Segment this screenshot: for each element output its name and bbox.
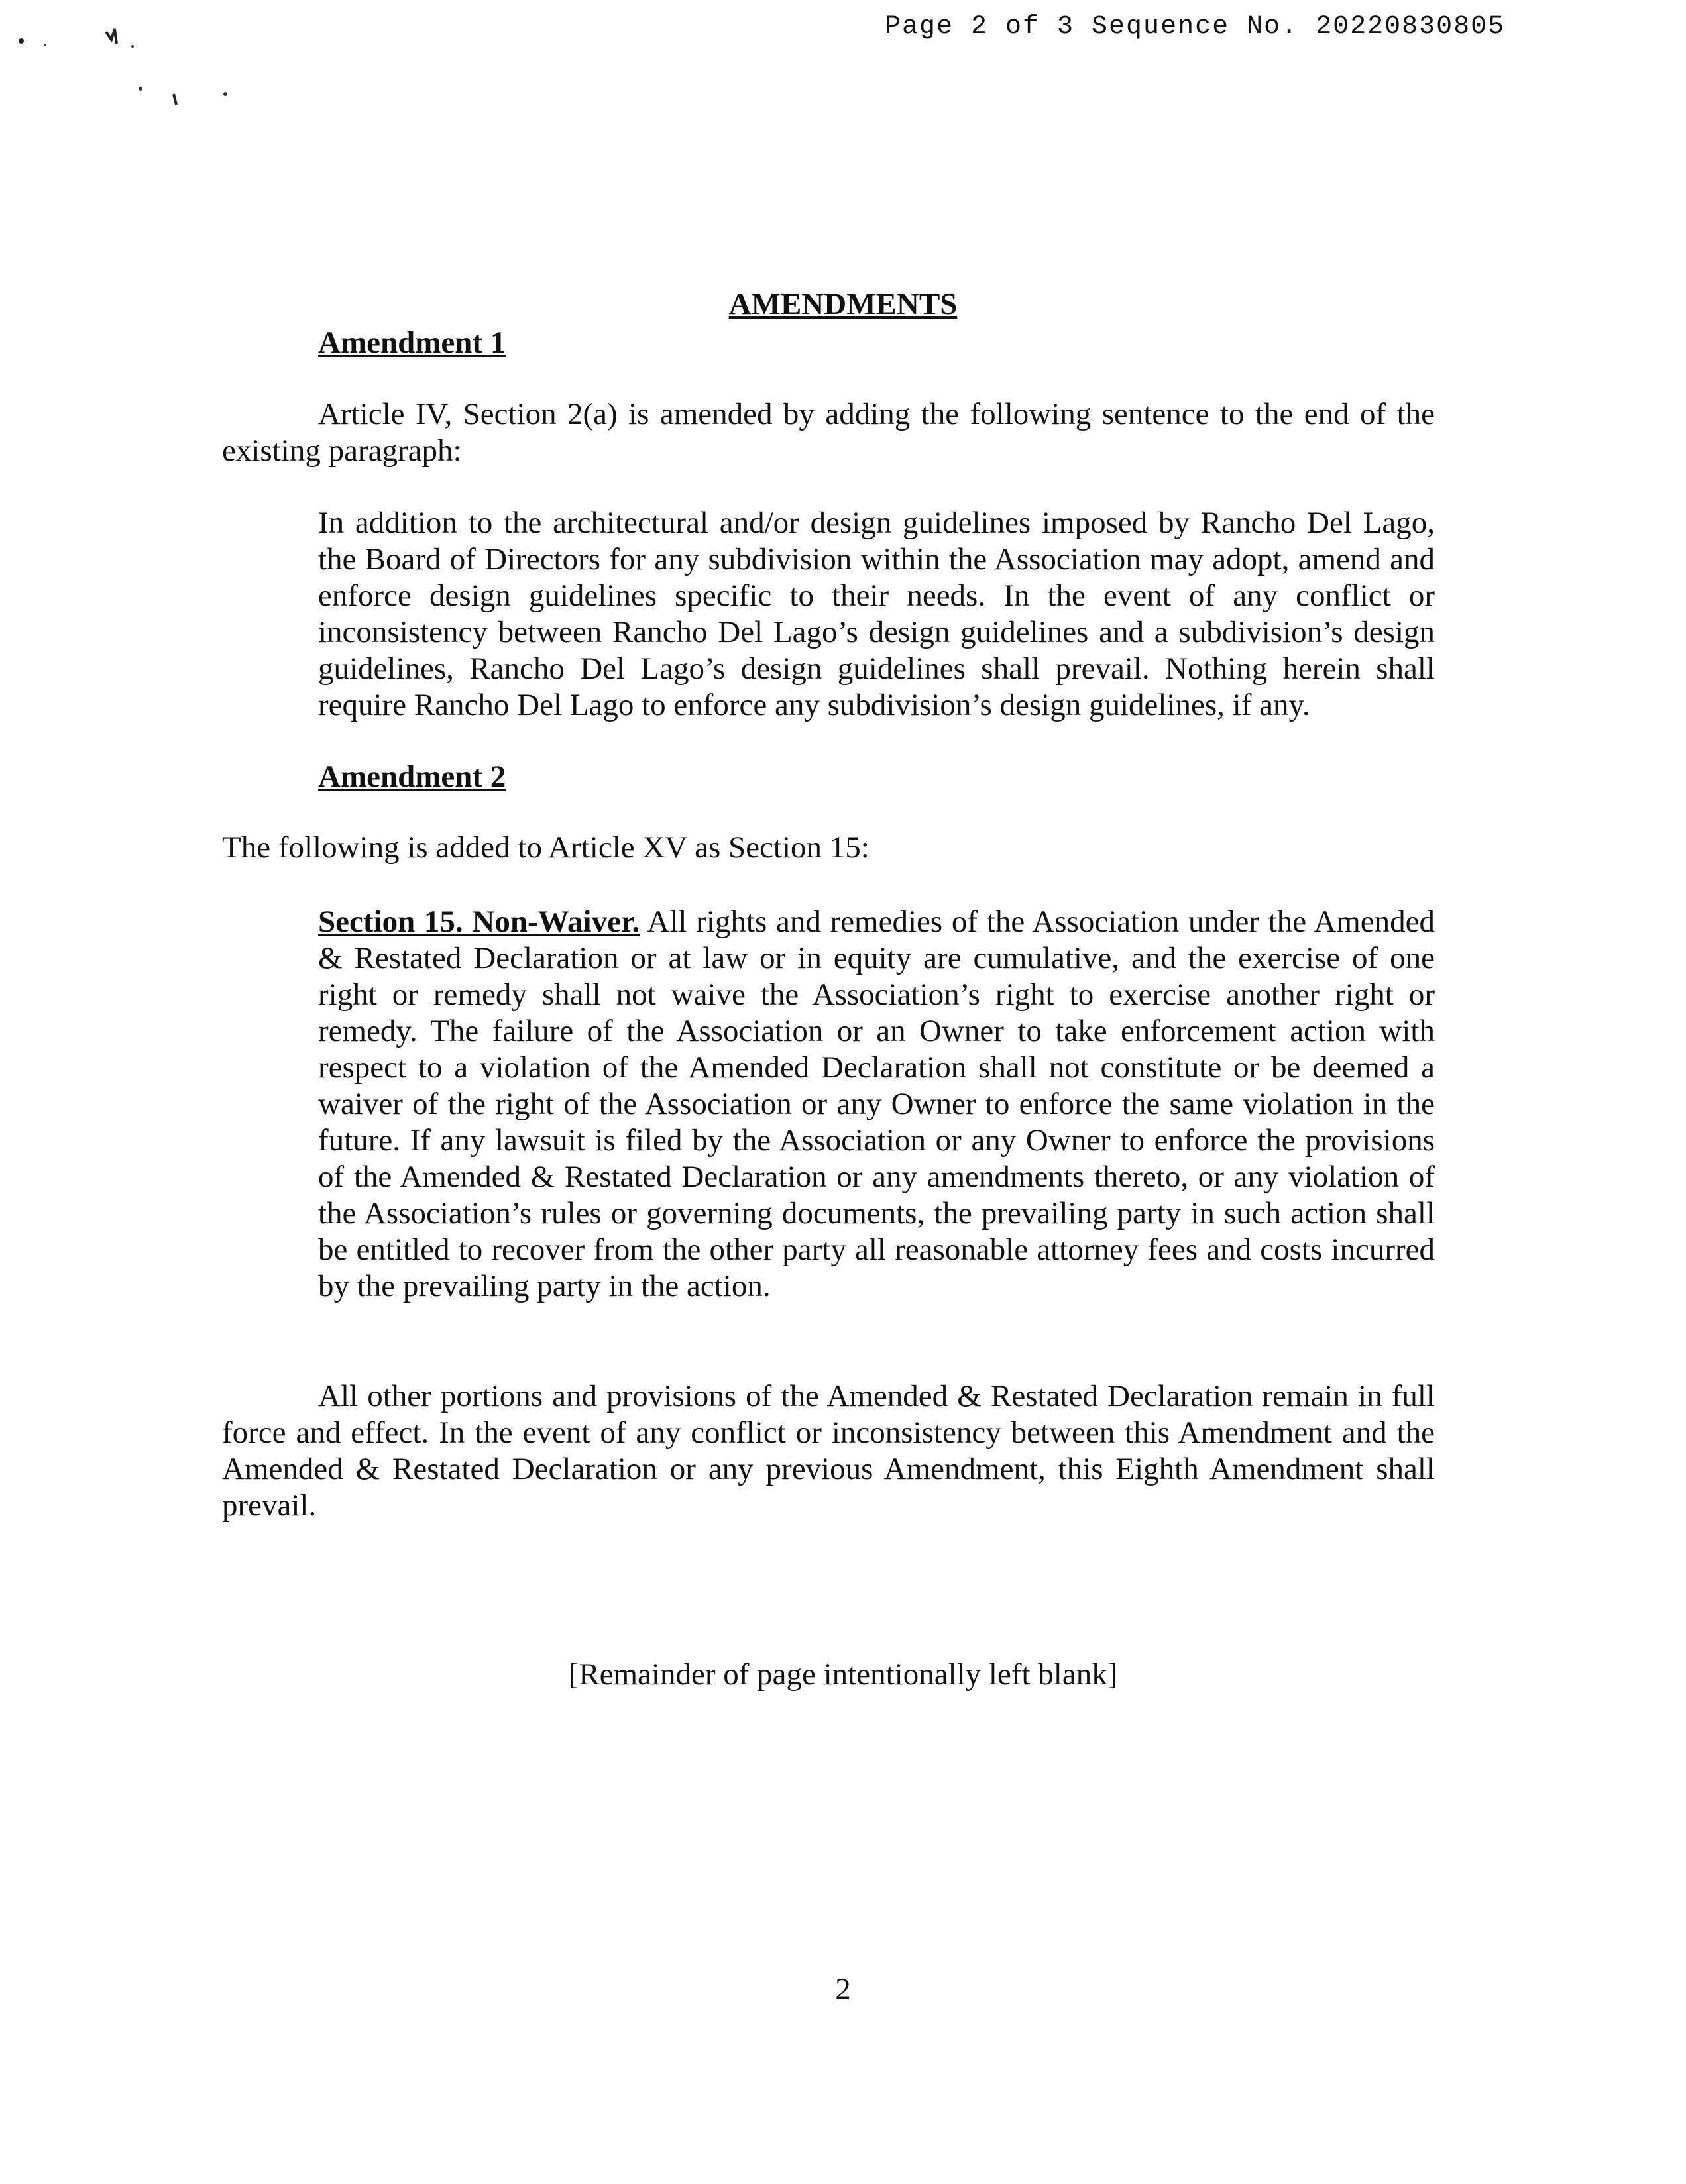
amendment-1-intro: Article IV, Section 2(a) is amended by adding the following sentence to the end of the existing paragraph: — [222, 397, 1435, 468]
section-15-body: All rights and remedies of the Association under the Amended & Restated Declaration or at law or in equity are cumulative, and the exercise of one right or remedy shall not waive the Association’s right to exercise another right or remedy. The failure of the Association or an Owner to take enforcement action with respect to a violation of the Amended Declaration shall not constitute or be deemed a waiver of the right of the Association or any Owner to enforce the same violation in the future. If any lawsuit is filed by the Association or any Owner to enforce the provisions of the Amended & Restated Declaration or any amendments thereto, or any violation of the Association’s rules or governing documents, the prevailing party in such action shall be entitled to recover from the other party all reasonable attorney fees and costs incurred by the prevailing party in the action. — [318, 904, 1435, 1303]
page-title: AMENDMENTS — [728, 287, 958, 321]
closing-paragraph: All other portions and provisions of the Amended & Restated Declaration remain in full force and effect. In the event of any conflict or inconsistency between this Amendment and the Amended & Restated Declaration or any previous Amendment, this Eighth Amendment shall prevail. — [222, 1379, 1435, 1523]
remainder-note: [Remainder of page intentionally left blank] — [568, 1657, 1118, 1692]
amendment-2-intro: The following is added to Article XV as Section 15: — [222, 830, 870, 865]
section-15-paragraph — [318, 904, 1435, 1305]
amendment-2-heading: Amendment 2 — [318, 759, 506, 794]
amendment-1-body: In addition to the architectural and/or design guidelines imposed by Rancho Del Lago, the Board of Directors for any subdivision within the Association may adopt, amend and enforce design guidelines specific to their needs. In the event of any conflict or inconsistency between Rancho Del Lago’s design guidelines and a subdivision’s design guidelines, Rancho Del Lago’s design guidelines shall prevail. Nothing herein shall require Rancho Del Lago to enforce any subdivision’s design guidelines, if any. — [318, 506, 1435, 722]
amendment-1-heading: Amendment 1 — [318, 325, 506, 360]
page-number: 2 — [835, 1972, 851, 2006]
section-15-title: Section 15. Non-Waiver. — [318, 904, 640, 939]
scan-specks — [7, 20, 245, 119]
recording-stamp: Page 2 of 3 Sequence No. 20220830805 — [885, 12, 1506, 42]
